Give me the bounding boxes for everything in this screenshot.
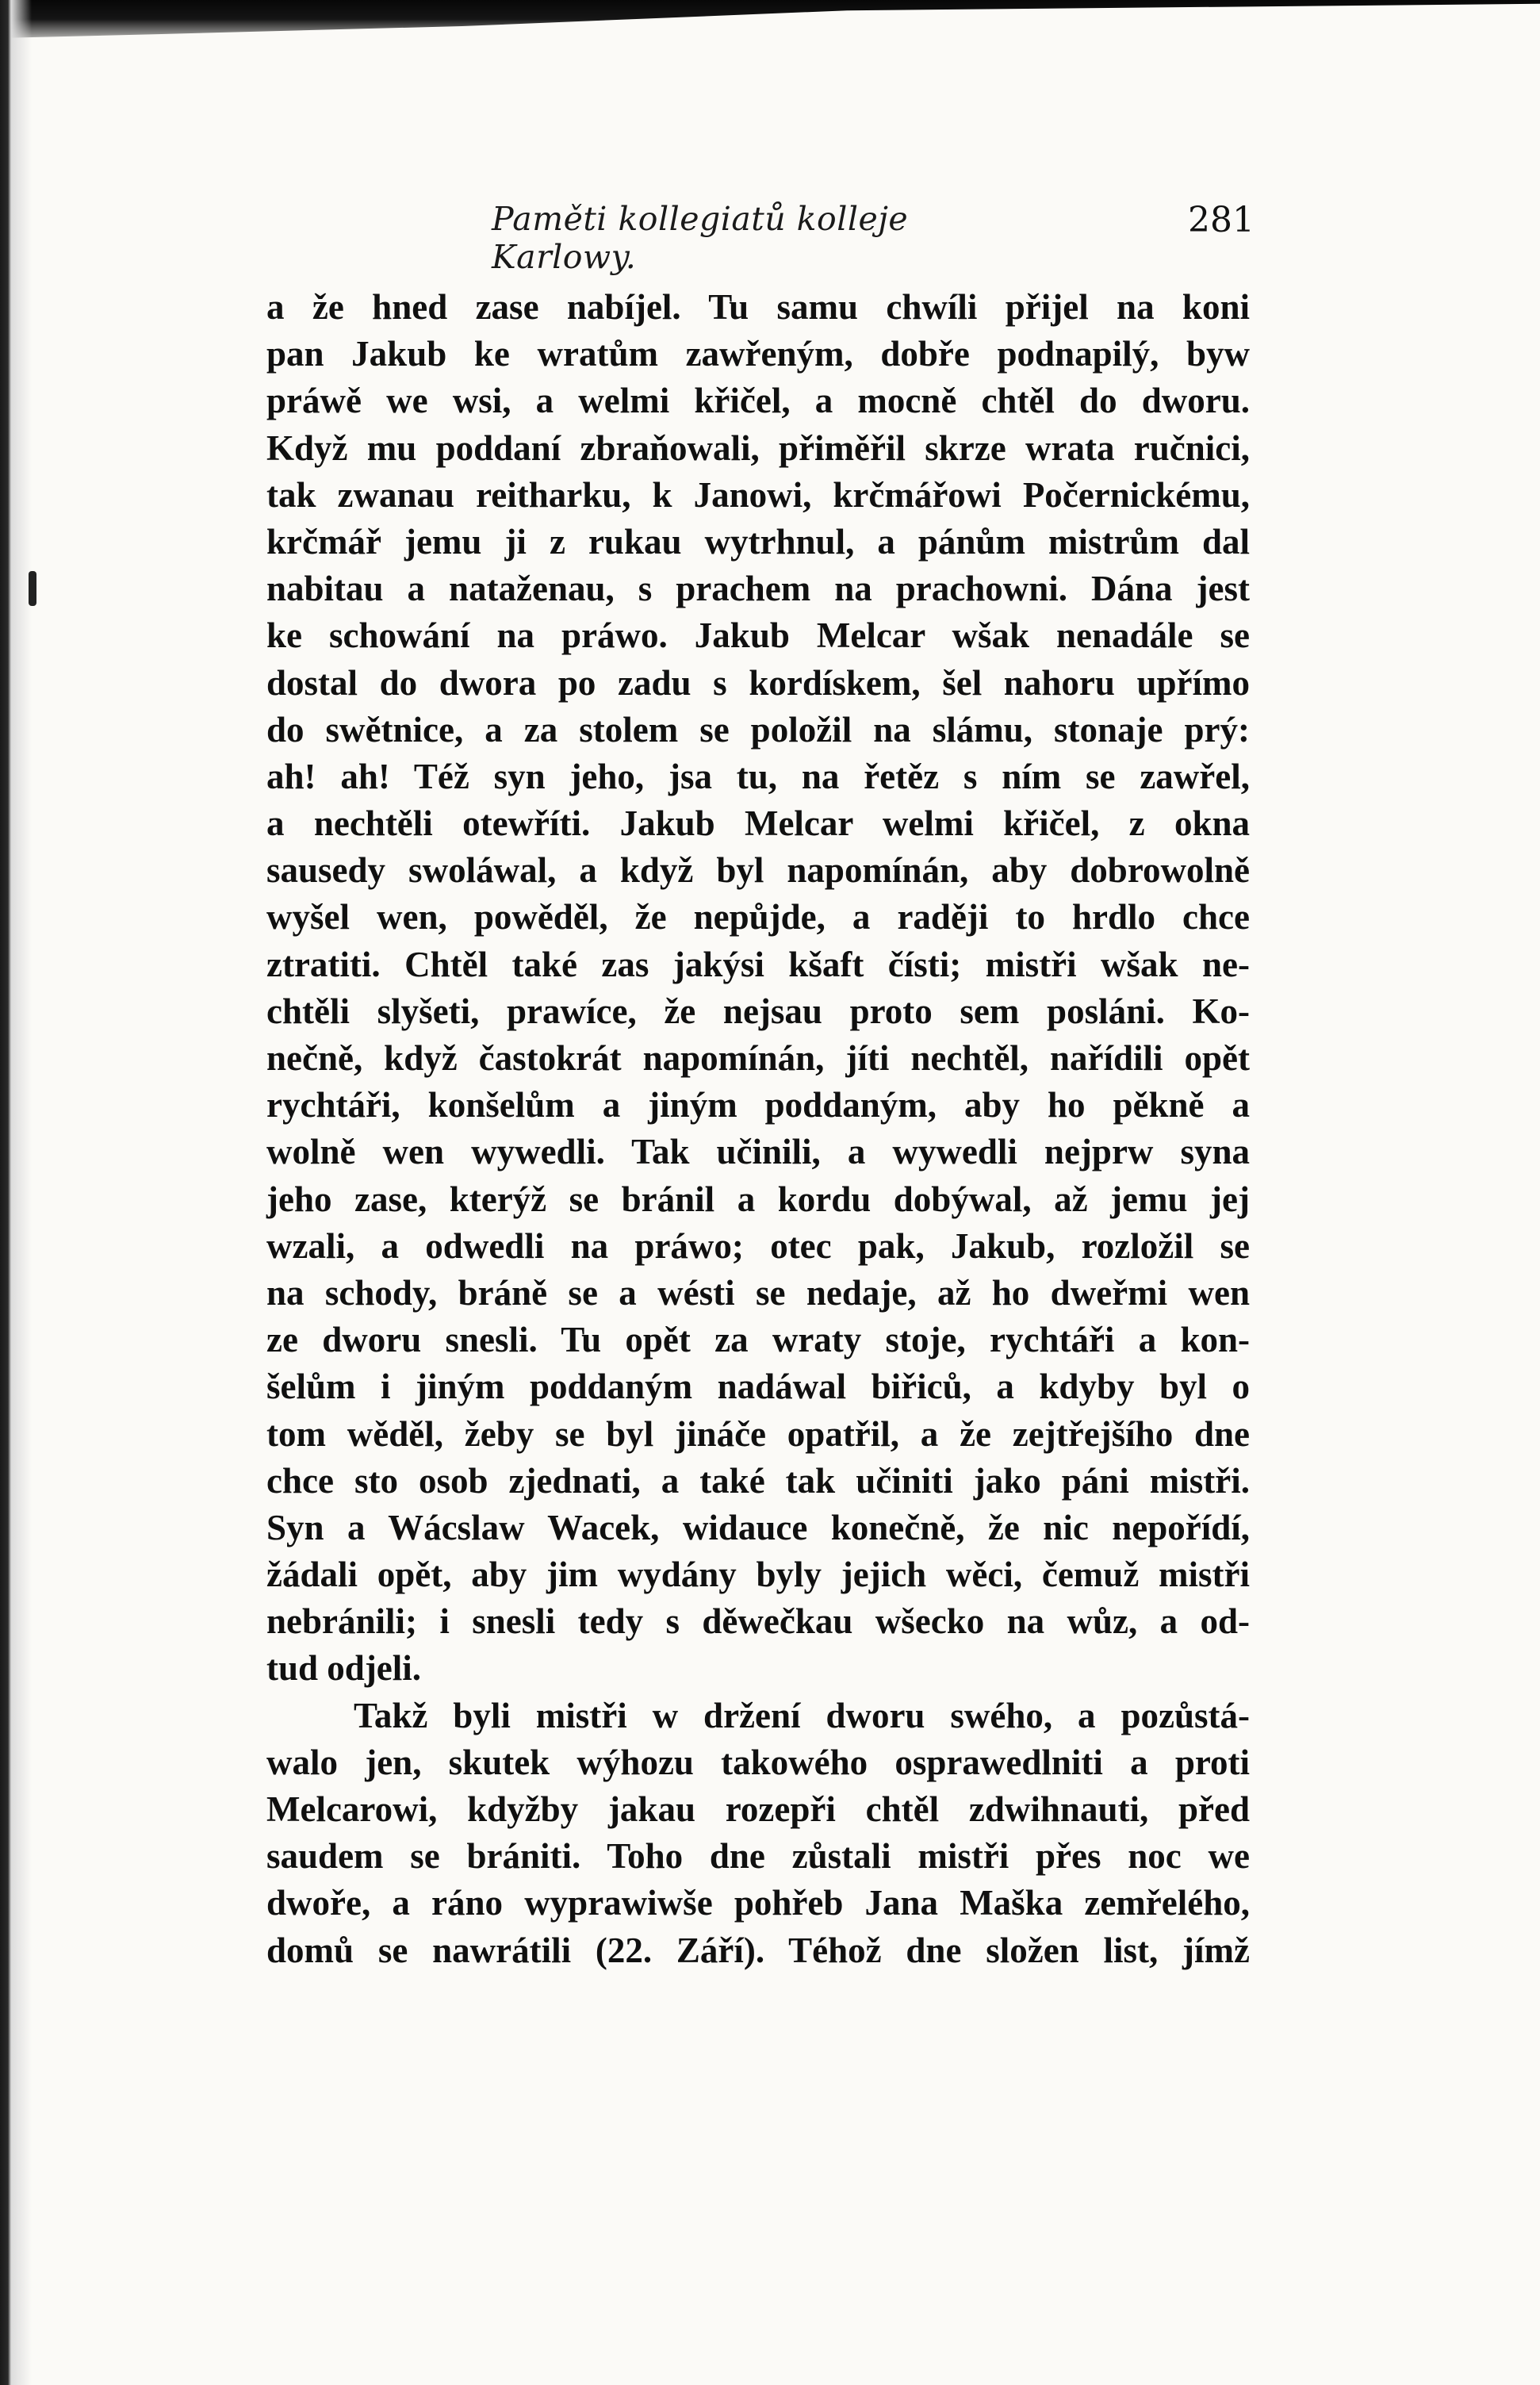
- text-line: wolně wen wywedli. Tak učinili, a wywedli nejprw syna: [266, 1132, 1250, 1172]
- text-line: šelům i jiným poddaným nadáwal biřiců, a kdyby byl o: [266, 1367, 1250, 1407]
- text-line: dostal do dwora po zadu s kordískem, šel nahoru upřímo: [266, 662, 1250, 703]
- text-line: saudem se brániti. Toho dne zůstali mistři přes noc we: [266, 1836, 1250, 1877]
- text-line: tud odjeli.: [266, 1648, 422, 1689]
- text-line: chtěli slyšeti, prawíce, že nejsau proto sem posláni. Ko-: [266, 991, 1250, 1031]
- text-line: wzali, a odwedli na práwo; otec pak, Jakub, rozložil se: [266, 1225, 1250, 1266]
- text-line: ke schowání na práwo. Jakub Melcar wšak nenadále se: [266, 615, 1250, 656]
- text-line: a že hned zase nabíjel. Tu samu chwíli přijel na koni: [266, 287, 1250, 327]
- text-line: na schody, bráně se a wésti se nedaje, až ho dweřmi wen: [266, 1272, 1250, 1313]
- text-line: jeho zase, kterýž se bránil a kordu dobýwal, až jemu jej: [266, 1179, 1250, 1219]
- text-line: nabitau a nataženau, s prachem na prachowni. Dána jest: [266, 569, 1250, 609]
- text-line: walo jen, skutek wýhozu takowého osprawedlniti a proti: [266, 1742, 1250, 1782]
- page-number: 281: [1188, 200, 1255, 240]
- running-head: Paměti kollegiatů kolleje Karlowy.: [492, 200, 909, 276]
- text-line: sausedy swoláwal, a když byl napomínán, aby dobrowolně: [266, 850, 1250, 891]
- text-line: Melcarowi, kdyžby jakau rozepři chtěl zdwihnauti, před: [266, 1789, 1250, 1829]
- text-line: nebránili; i snesli tedy s děwečkau wšecko na wůz, a od-: [266, 1601, 1250, 1642]
- text-line: wyšel wen, powěděl, že nepůjde, a raději to hrdlo chce: [266, 897, 1250, 938]
- text-line: Když mu poddaní zbraňowali, přiměřil skrze wrata ručnici,: [266, 428, 1250, 468]
- text-line: pan Jakub ke wratům zawřeným, dobře podnapilý, byw: [266, 334, 1250, 374]
- text-line: ze dworu snesli. Tu opět za wraty stoje, rychtáři a kon-: [266, 1320, 1250, 1360]
- text-line: Syn a Wácslaw Wacek, widauce konečně, že nic nepořídí,: [266, 1507, 1250, 1547]
- text-line: chce sto osob zjednati, a také tak učiniti jako páni mistři.: [266, 1460, 1250, 1501]
- text-line: ah! ah! Též syn jeho, jsa tu, na řetěz s ním se zawřel,: [266, 756, 1250, 796]
- text-line: dwoře, a ráno wyprawiwše pohřeb Jana Maška zemřelého,: [266, 1883, 1250, 1923]
- text-line: nečně, když častokrát napomínán, jíti nechtěl, nařídili opět: [266, 1038, 1250, 1078]
- text-line: domů se nawrátili (22. Září). Téhož dne složen list, jímž: [266, 1930, 1250, 1970]
- text-line: a nechtěli otewříti. Jakub Melcar welmi křičel, z okna: [266, 803, 1250, 844]
- scan-margin-mark: [29, 571, 36, 606]
- text-line: práwě we wsi, a welmi křičel, a mocně chtěl do dworu.: [266, 381, 1250, 421]
- paragraph-first-line: Takž byli mistři w držení dworu swého, a pozůstá-: [354, 1695, 1250, 1735]
- text-line: tom wěděl, žeby se byl jináče opatřil, a že zejtřejšího dne: [266, 1413, 1250, 1454]
- text-line: krčmář jemu ji z rukau wytrhnul, a pánům mistrům dal: [266, 521, 1250, 562]
- text-line: žádali opět, aby jim wydány byly jejich wěci, čemuž mistři: [266, 1555, 1250, 1595]
- text-line: do swětnice, a za stolem se položil na slámu, stonaje prý:: [266, 709, 1250, 750]
- body-text: [266, 284, 1250, 1974]
- text-line: rychtáři, konšelům a jiným poddaným, aby ho pěkně a: [266, 1085, 1250, 1125]
- text-line: ztratiti. Chtěl také zas jakýsi kšaft čísti; mistři wšak ne-: [266, 944, 1250, 984]
- scan-top-edge: [0, 0, 1540, 48]
- text-line: tak zwanau reitharku, k Janowi, krčmářowi Počernickému,: [266, 474, 1250, 515]
- scan-left-edge: [0, 0, 32, 2385]
